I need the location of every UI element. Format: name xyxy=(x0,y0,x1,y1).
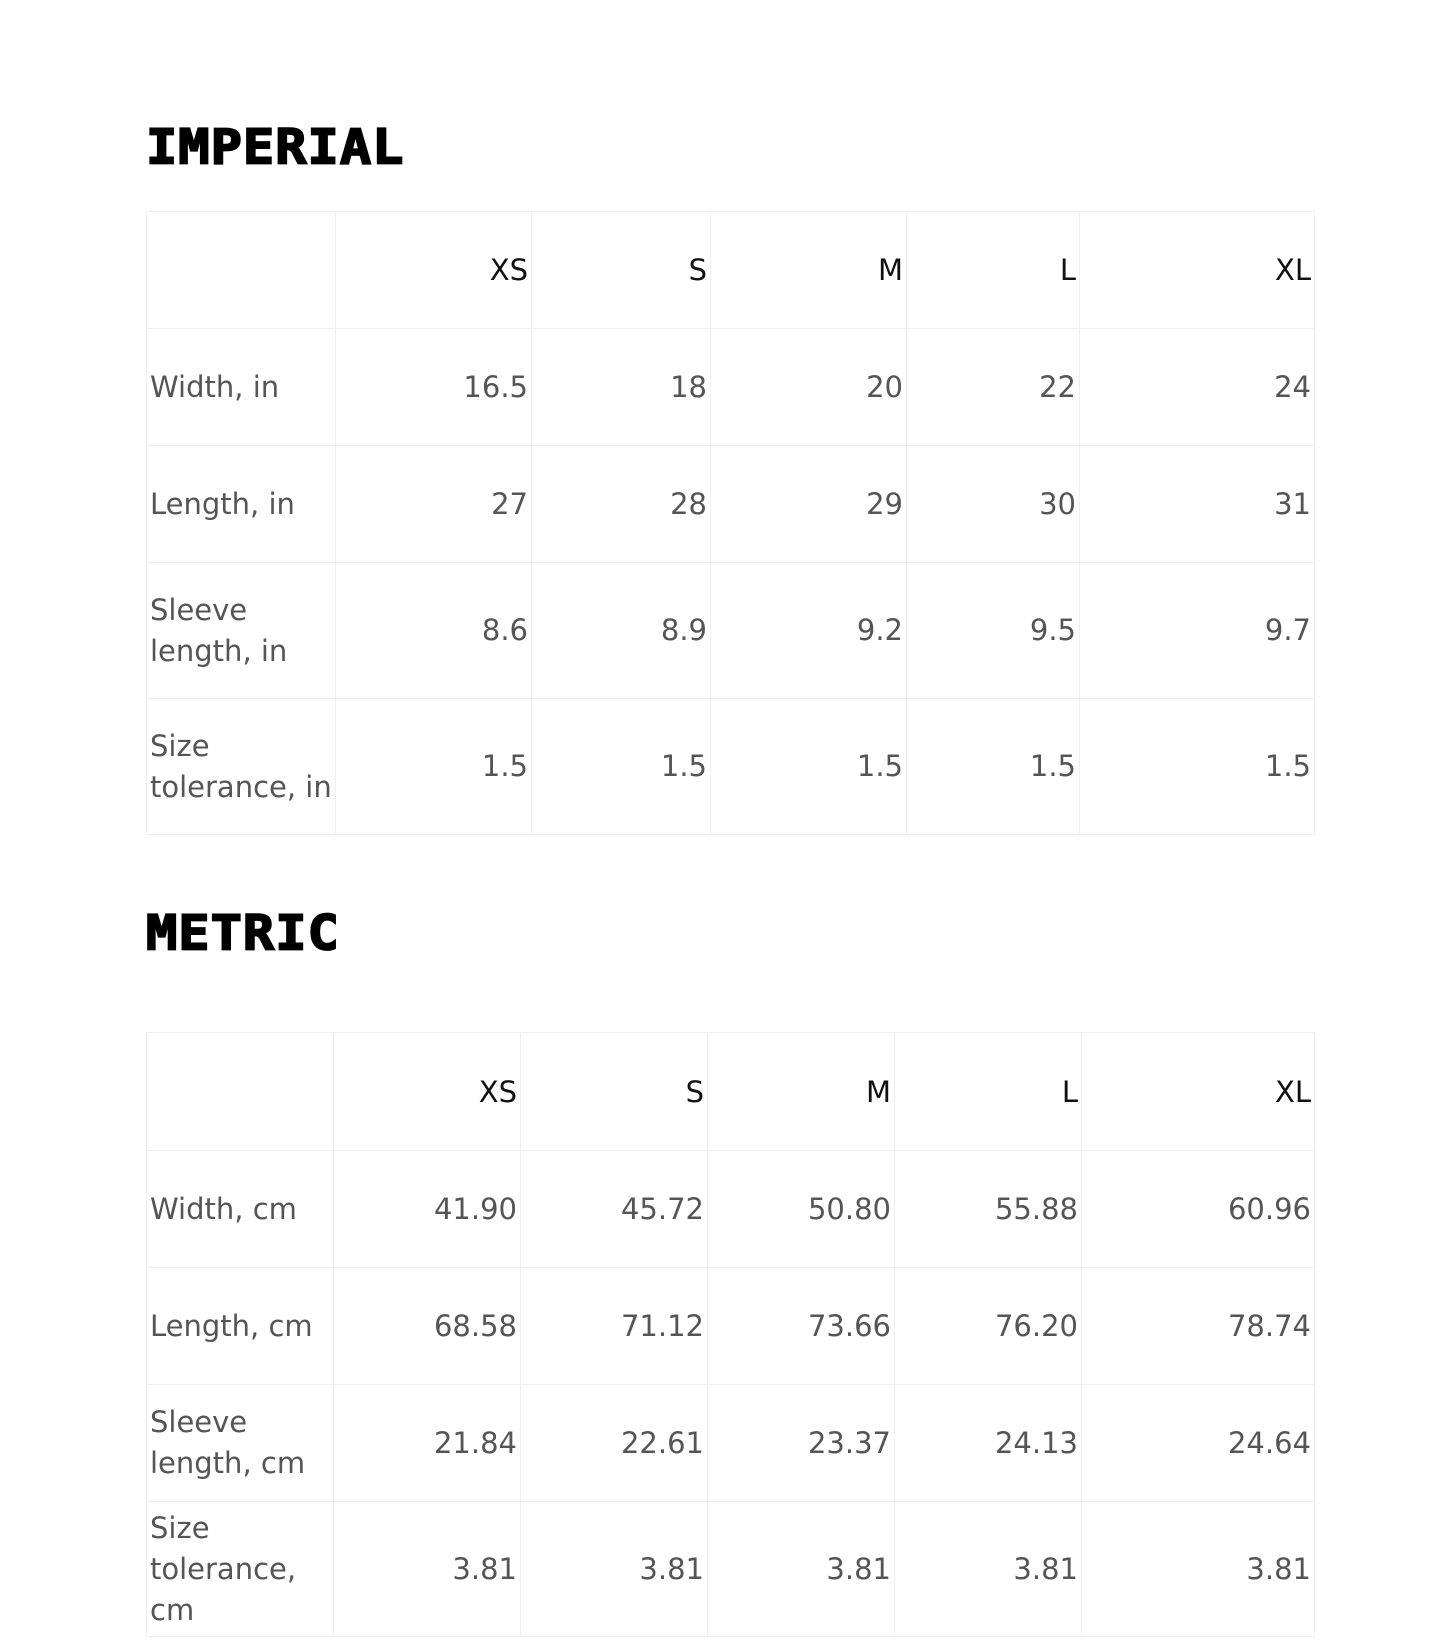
table-row xyxy=(147,1268,1315,1385)
header-cell-empty xyxy=(147,212,336,329)
table-cell: 9.2 xyxy=(711,563,907,699)
row-label: Length, in xyxy=(147,446,336,563)
table-cell: 16.5 xyxy=(336,329,532,446)
table-cell: 1.5 xyxy=(336,699,532,835)
imperial-title: IMPERIAL xyxy=(146,120,405,176)
table-cell: 3.81 xyxy=(895,1502,1082,1637)
table-cell: 1.5 xyxy=(532,699,711,835)
row-label: Length, cm xyxy=(147,1268,334,1385)
row-label: Size tolerance, in xyxy=(147,699,336,835)
table-row xyxy=(147,699,1315,835)
table-row xyxy=(147,563,1315,699)
header-cell-m: M xyxy=(708,1033,895,1151)
table-cell: 50.80 xyxy=(708,1151,895,1268)
header-cell-l: L xyxy=(895,1033,1082,1151)
header-cell-l: L xyxy=(907,212,1080,329)
table-header-row xyxy=(147,1033,1315,1151)
table-cell: 24.13 xyxy=(895,1385,1082,1502)
row-label: Width, cm xyxy=(147,1151,334,1268)
table-cell: 76.20 xyxy=(895,1268,1082,1385)
table-cell: 1.5 xyxy=(1080,699,1315,835)
table-cell: 23.37 xyxy=(708,1385,895,1502)
table-cell: 24 xyxy=(1080,329,1315,446)
header-cell-s: S xyxy=(532,212,711,329)
header-cell-xs: XS xyxy=(336,212,532,329)
header-cell-xs: XS xyxy=(334,1033,521,1151)
table-cell: 3.81 xyxy=(521,1502,708,1637)
table-cell: 45.72 xyxy=(521,1151,708,1268)
metric-size-table xyxy=(146,1032,1315,1637)
header-cell-empty xyxy=(147,1033,334,1151)
table-cell: 41.90 xyxy=(334,1151,521,1268)
row-label: Width, in xyxy=(147,329,336,446)
table-cell: 18 xyxy=(532,329,711,446)
table-cell: 3.81 xyxy=(1082,1502,1315,1637)
table-cell: 55.88 xyxy=(895,1151,1082,1268)
table-cell: 3.81 xyxy=(334,1502,521,1637)
table-cell: 27 xyxy=(336,446,532,563)
table-cell: 30 xyxy=(907,446,1080,563)
table-row xyxy=(147,329,1315,446)
row-label: Sleeve length, cm xyxy=(147,1385,334,1502)
table-row xyxy=(147,1151,1315,1268)
metric-title: METRIC xyxy=(146,906,340,962)
table-cell: 71.12 xyxy=(521,1268,708,1385)
row-label: Size tolerance, cm xyxy=(147,1502,334,1637)
table-cell: 1.5 xyxy=(907,699,1080,835)
table-cell: 1.5 xyxy=(711,699,907,835)
table-cell: 3.81 xyxy=(708,1502,895,1637)
table-cell: 68.58 xyxy=(334,1268,521,1385)
table-header-row xyxy=(147,212,1315,329)
table-row xyxy=(147,446,1315,563)
table-cell: 22 xyxy=(907,329,1080,446)
table-cell: 9.5 xyxy=(907,563,1080,699)
header-cell-s: S xyxy=(521,1033,708,1151)
table-cell: 22.61 xyxy=(521,1385,708,1502)
table-cell: 20 xyxy=(711,329,907,446)
table-cell: 78.74 xyxy=(1082,1268,1315,1385)
table-cell: 28 xyxy=(532,446,711,563)
table-cell: 24.64 xyxy=(1082,1385,1315,1502)
table-row xyxy=(147,1502,1315,1637)
header-cell-xl: XL xyxy=(1080,212,1315,329)
table-cell: 31 xyxy=(1080,446,1315,563)
row-label: Sleeve length, in xyxy=(147,563,336,699)
imperial-size-table xyxy=(146,211,1315,835)
table-cell: 21.84 xyxy=(334,1385,521,1502)
table-cell: 60.96 xyxy=(1082,1151,1315,1268)
table-cell: 8.6 xyxy=(336,563,532,699)
table-cell: 73.66 xyxy=(708,1268,895,1385)
table-row xyxy=(147,1385,1315,1502)
header-cell-m: M xyxy=(711,212,907,329)
header-cell-xl: XL xyxy=(1082,1033,1315,1151)
table-cell: 9.7 xyxy=(1080,563,1315,699)
table-cell: 8.9 xyxy=(532,563,711,699)
table-cell: 29 xyxy=(711,446,907,563)
